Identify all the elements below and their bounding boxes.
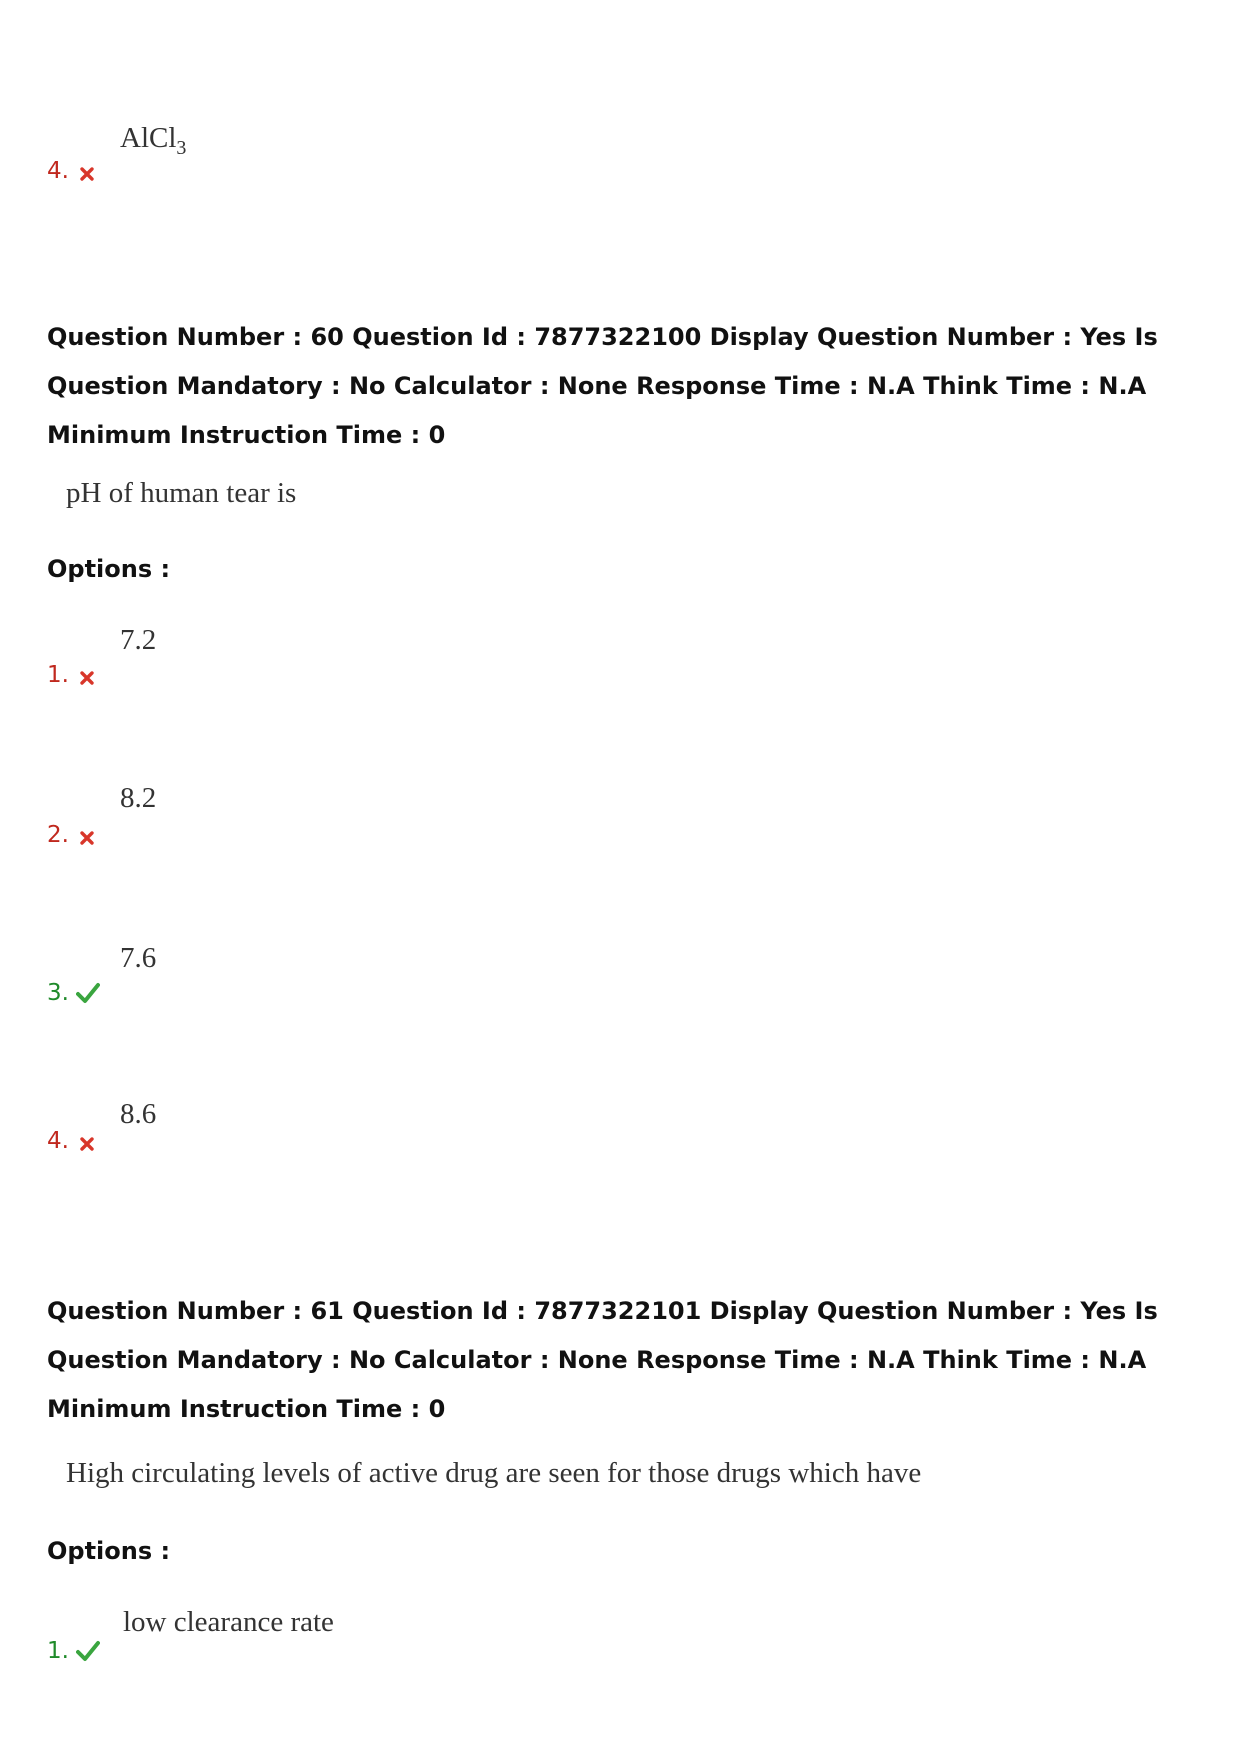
option-number: 1. (47, 662, 69, 688)
option-value: 7.6 (120, 942, 157, 974)
option-number: 4. (47, 158, 69, 184)
question-header: Question Number : 60 Question Id : 7877322100 Display Question Number : Yes Is Question Mandatory : No Calculator : None Response Time : N.A Think Time : N.A Minimum Instruction Time : 0 (47, 323, 1158, 449)
cross-icon (79, 166, 95, 182)
option-row (0, 118, 1240, 184)
option-row (0, 780, 1240, 848)
option-row (0, 940, 1240, 1006)
question-text: High circulating levels of active drug are seen for those drugs which have (66, 1457, 922, 1489)
option-number: 3. (47, 980, 69, 1006)
cross-icon (79, 830, 95, 846)
option-number: 1. (47, 1638, 69, 1664)
options-label: Options : (47, 1537, 171, 1565)
question-header: Question Number : 61 Question Id : 7877322101 Display Question Number : Yes Is Question Mandatory : No Calculator : None Response Time : N.A Think Time : N.A Minimum Instruction Time : 0 (47, 1297, 1158, 1423)
check-icon (76, 1640, 100, 1662)
options-label: Options : (47, 555, 171, 583)
option-value: low clearance rate (123, 1606, 334, 1638)
question-text: pH of human tear is (66, 477, 297, 509)
option-number: 4. (47, 1128, 69, 1154)
option-number: 2. (47, 822, 69, 848)
option-row (0, 622, 1240, 688)
option-value: AlCl$_3$ (120, 122, 187, 159)
option-row (0, 1604, 1240, 1664)
cross-icon (79, 1136, 95, 1152)
option-row (0, 1096, 1240, 1156)
cross-icon (79, 670, 95, 686)
option-value: 8.2 (120, 782, 157, 814)
check-icon (76, 982, 100, 1004)
option-value: 8.6 (120, 1098, 157, 1130)
option-value: 7.2 (120, 624, 157, 656)
